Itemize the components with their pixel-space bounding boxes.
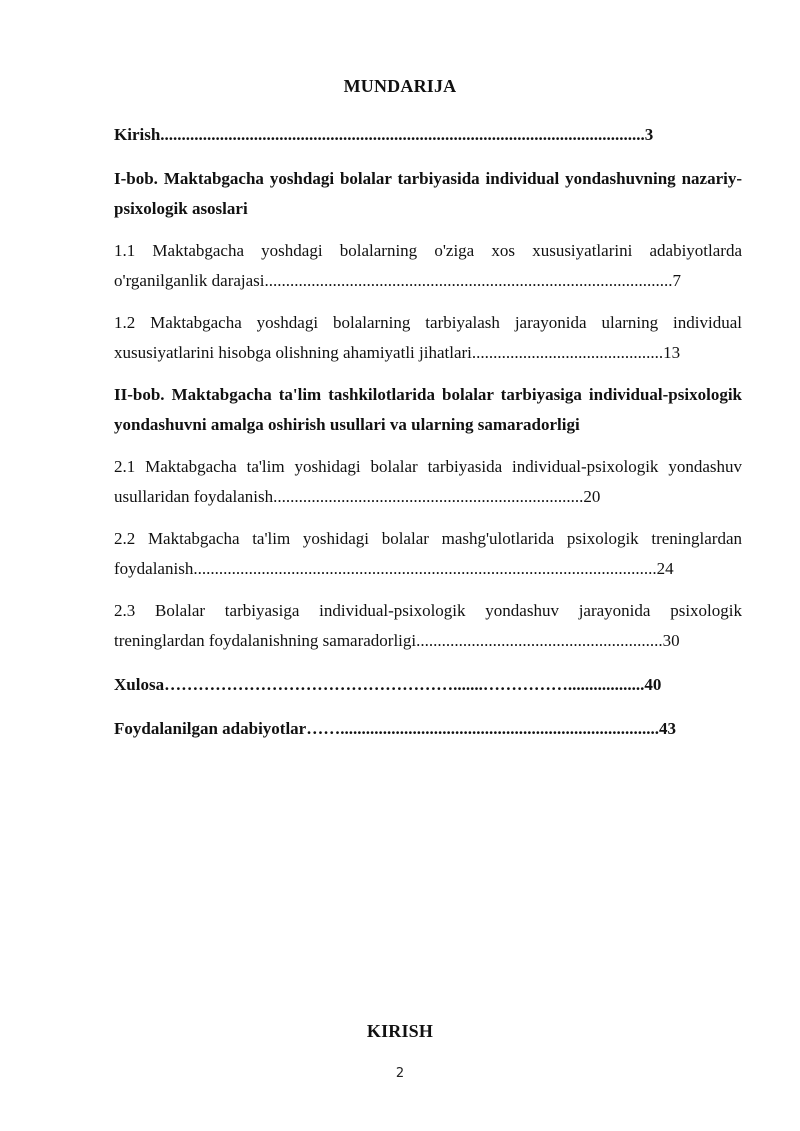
toc-heading: MUNDARIJA [343,76,457,96]
toc-page-number: 3 [644,125,654,144]
toc-entry-title: 1.1 Maktabgacha yoshdagi bolalarning o'ziga xos xususiyatlarini adabiyotlarda o'rganilganlik darajasi [114,241,742,290]
toc-entry-title: I-bob. Maktabgacha yoshdagi bolalar tarbiyasida individual yondashuvning nazariy-psixologik asoslari [114,169,742,218]
toc-page-number: 30 [662,631,680,650]
toc-entry-1-2[interactable] [114,308,742,368]
toc-entry-title: Kirish [114,125,161,144]
toc-page-number: 40 [644,675,662,694]
toc-entry-2-3[interactable] [114,596,742,656]
toc-leader-dots: ……........................................................................... [306,719,659,738]
toc-page-number: 20 [583,487,601,506]
toc-entry-kirish[interactable] [114,120,742,150]
toc-entry-title: Foydalanilgan adabiyotlar [114,719,307,738]
toc-page-number: 13 [663,343,681,362]
toc-entry-2-1[interactable] [114,452,742,512]
toc-entry-title: 2.2 Maktabgacha ta'lim yoshidagi bolalar mashg'ulotlarida psixologik treninglardan foydalanish [114,529,742,578]
toc-leader-dots: ......................................................................... [273,487,584,506]
toc-entry-title: 2.1 Maktabgacha ta'lim yoshidagi bolalar tarbiyasida individual-psixologik yondashuv usullaridan foydalanish [114,457,742,506]
table-of-contents [114,120,742,744]
toc-leader-dots: .......................................................... [416,631,663,650]
toc-leader-dots: .................................................................................................................. [160,125,645,144]
toc-leader-dots: …………………………………………….......…………….................. [164,675,645,694]
toc-entry-1-1[interactable] [114,236,742,296]
toc-entry-title: Xulosa [114,675,165,694]
toc-leader-dots: ............................................................................................................. [193,559,657,578]
toc-entry-title: II-bob. Maktabgacha ta'lim tashkilotlarida bolalar tarbiyasiga individual-psixologik yondashuvni amalga oshirish usullari va ularning samaradorligi [114,385,742,434]
toc-entry-xulosa[interactable] [114,670,742,700]
page-number: 2 [395,1066,405,1081]
toc-entry-title: 2.3 Bolalar tarbiyasiga individual-psixologik yondashuv jarayonida psixologik treninglardan foydalanishning samaradorligi [114,601,742,650]
toc-entry-chapter-1[interactable] [114,164,742,224]
toc-entry-references[interactable] [114,714,742,744]
toc-page-number: 43 [658,719,676,738]
toc-page-number: 7 [672,271,682,290]
toc-page-number: 24 [656,559,674,578]
toc-entry-chapter-2[interactable] [114,380,742,440]
toc-leader-dots: ............................................. [471,343,664,362]
toc-entry-title: 1.2 Maktabgacha yoshdagi bolalarning tarbiyalash jarayonida ularning individual xususiyatlarini hisobga olishning ahamiyatli jihatlari [114,313,742,362]
toc-entry-2-2[interactable] [114,524,742,584]
next-section-heading: KIRISH [366,1021,434,1041]
toc-leader-dots: ................................................................................................ [264,271,673,290]
